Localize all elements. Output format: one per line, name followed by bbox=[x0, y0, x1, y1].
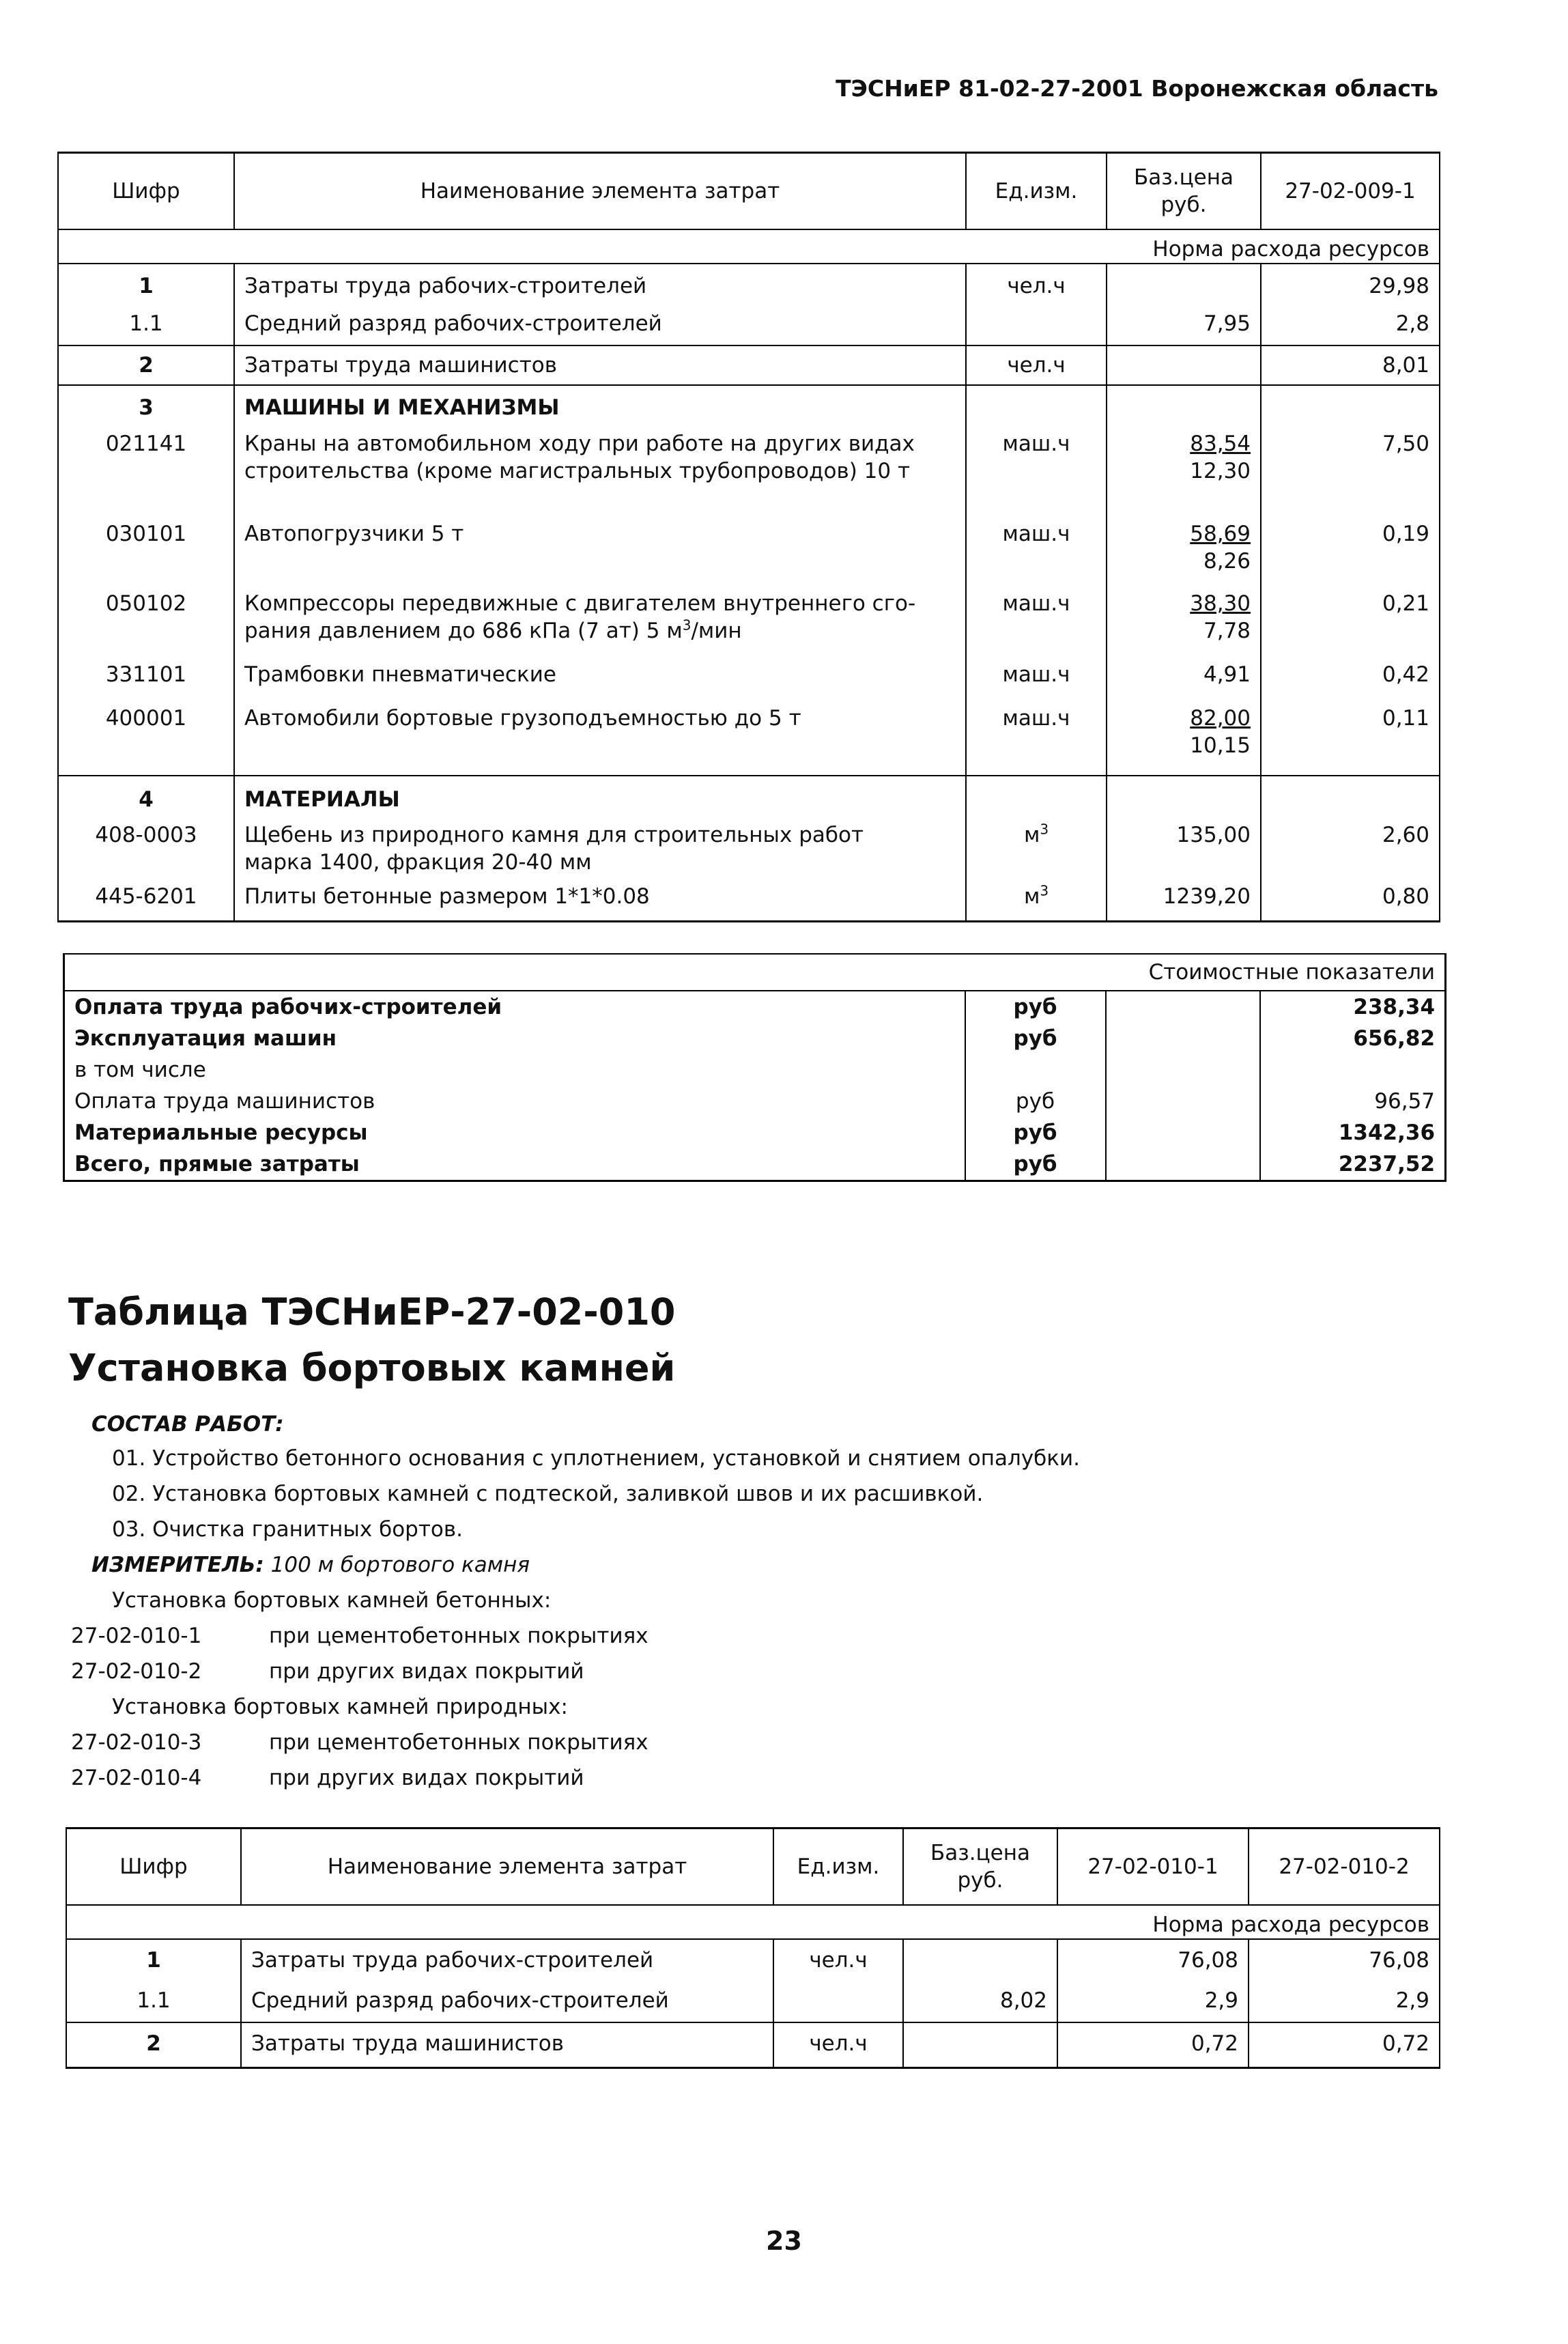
col-code: Шифр bbox=[58, 153, 234, 230]
row-name: Плиты бетонные размером 1*1*0.08 bbox=[234, 880, 966, 921]
row-name: Затраты труда рабочих-строителей bbox=[234, 264, 966, 305]
row-unit: чел.ч bbox=[966, 345, 1107, 385]
table-row bbox=[58, 880, 1440, 921]
row-norm-1: 0,72 bbox=[1057, 2022, 1249, 2067]
table-row bbox=[66, 2022, 1440, 2067]
row-name: МАТЕРИАЛЫ bbox=[234, 776, 966, 813]
group-heading: Установка бортовых камней природных: bbox=[112, 1695, 568, 1719]
row-unit: маш.ч bbox=[966, 589, 1107, 660]
cost-row-unit: руб bbox=[965, 1023, 1106, 1054]
price-total: 83,54 bbox=[1190, 432, 1251, 456]
row-name: Затраты труда машинистов bbox=[234, 345, 966, 385]
cost-row-label: Оплата труда рабочих-строителей bbox=[64, 991, 965, 1023]
row-unit: маш.ч bbox=[966, 660, 1107, 702]
row-name: Краны на автомобильном ходу при работе на других видах строительства (кроме магистральных трубопроводов) 10 т bbox=[234, 422, 966, 518]
cost-row-label: Материальные ресурсы bbox=[64, 1117, 965, 1148]
table-row bbox=[58, 702, 1440, 776]
row-price bbox=[903, 2022, 1057, 2067]
row-norm: 29,98 bbox=[1261, 264, 1440, 305]
cost-row-unit: руб bbox=[965, 1086, 1106, 1117]
item-code: 27-02-010-3 bbox=[71, 1730, 202, 1755]
group-heading: Установка бортовых камней бетонных: bbox=[112, 1588, 552, 1613]
row-name: МАШИНЫ И МЕХАНИЗМЫ bbox=[234, 385, 966, 422]
meter-value: 100 м бортового камня bbox=[270, 1553, 530, 1577]
row-code: 408-0003 bbox=[58, 813, 234, 880]
row-unit: маш.ч bbox=[966, 702, 1107, 776]
row-unit: маш.ч bbox=[966, 518, 1107, 589]
item-text: при других видах покрытий bbox=[269, 1766, 584, 1790]
norm-label: Норма расхода ресурсов bbox=[66, 1905, 1440, 1939]
row-code: 1 bbox=[58, 264, 234, 305]
table-header-row bbox=[58, 153, 1440, 230]
item-code: 27-02-010-2 bbox=[71, 1659, 202, 1684]
cost-row-unit: руб bbox=[965, 1117, 1106, 1148]
row-norm: 0,21 bbox=[1261, 589, 1440, 660]
row-code: 2 bbox=[58, 345, 234, 385]
cost-row-unit: руб bbox=[965, 1148, 1106, 1181]
row-norm: 7,50 bbox=[1261, 422, 1440, 518]
meter-line bbox=[91, 1547, 530, 1583]
col-norm-2: 27-02-010-2 bbox=[1249, 1828, 1440, 1906]
price-total: 38,30 bbox=[1190, 591, 1251, 616]
row-name: Средний разряд рабочих-строителей bbox=[241, 1980, 773, 2022]
cost-row bbox=[64, 1148, 1446, 1181]
table-row bbox=[58, 776, 1440, 813]
row-name: Компрессоры передвижные с двигателем внутреннего сго- рания давлением до 686 кПа (7 ат) 5 $м^3$/мин bbox=[234, 589, 966, 660]
row-name: Трамбовки пневматические bbox=[234, 660, 966, 702]
row-name: Щебень из природного камня для строительных работ марка 1400, фракция 20-40 мм bbox=[234, 813, 966, 880]
row-unit: $м^3$ bbox=[966, 880, 1107, 921]
cost-row-label: Оплата труда машинистов bbox=[64, 1086, 965, 1117]
cost-row-value: 656,82 bbox=[1260, 1023, 1446, 1054]
row-code: 2 bbox=[66, 2022, 241, 2067]
col-price: Баз.цена руб. bbox=[903, 1828, 1057, 1906]
price-wage: 12,30 bbox=[1190, 459, 1251, 483]
row-code: 331101 bbox=[58, 660, 234, 702]
table-row bbox=[66, 1939, 1440, 1980]
price-total: 82,00 bbox=[1190, 706, 1251, 731]
table-row bbox=[58, 660, 1440, 702]
col-code: Шифр bbox=[66, 1828, 241, 1906]
meter-label: ИЗМЕРИТЕЛЬ: bbox=[91, 1553, 264, 1577]
norm-label-row bbox=[58, 229, 1440, 264]
price-wage: 7,78 bbox=[1203, 619, 1251, 643]
row-code: 400001 bbox=[58, 702, 234, 776]
row-code: 3 bbox=[58, 385, 234, 422]
row-norm: 0,19 bbox=[1261, 518, 1440, 589]
page-number: 23 bbox=[766, 2226, 802, 2256]
row-name: Средний разряд рабочих-строителей bbox=[234, 305, 966, 345]
work-item: 03. Очистка гранитных бортов. bbox=[112, 1517, 463, 1542]
row-norm-2: 76,08 bbox=[1249, 1939, 1440, 1980]
cost-row-value: 238,34 bbox=[1260, 991, 1446, 1023]
work-item: 02. Установка бортовых камней с подтеской, заливкой швов и их расшивкой. bbox=[112, 1482, 984, 1506]
cost-row-value: 96,57 bbox=[1260, 1086, 1446, 1117]
cost-row-unit: руб bbox=[965, 991, 1106, 1023]
row-code: 1.1 bbox=[66, 1980, 241, 2022]
works-heading: СОСТАВ РАБОТ: bbox=[91, 1412, 284, 1437]
resource-table-27-02-010 bbox=[66, 1827, 1440, 2069]
table-row bbox=[58, 305, 1440, 345]
col-norm: 27-02-009-1 bbox=[1261, 153, 1440, 230]
row-norm: 0,80 bbox=[1261, 880, 1440, 921]
row-price bbox=[1107, 702, 1261, 776]
item-text: при цементобетонных покрытиях bbox=[269, 1730, 648, 1755]
table-row bbox=[58, 264, 1440, 305]
table-row bbox=[58, 345, 1440, 385]
row-price bbox=[1107, 589, 1261, 660]
table-title: Таблица ТЭСНиЕР-27-02-010 bbox=[68, 1290, 676, 1333]
row-norm: 0,11 bbox=[1261, 702, 1440, 776]
norm-label: Норма расхода ресурсов bbox=[58, 229, 1440, 264]
row-name: Затраты труда рабочих-строителей bbox=[241, 1939, 773, 1980]
item-code: 27-02-010-1 bbox=[71, 1624, 202, 1648]
col-unit: Ед.изм. bbox=[966, 153, 1107, 230]
row-unit: $м^3$ bbox=[966, 813, 1107, 880]
row-price: 8,02 bbox=[903, 1980, 1057, 2022]
price-total: 58,69 bbox=[1190, 522, 1251, 546]
row-name: Затраты труда машинистов bbox=[241, 2022, 773, 2067]
col-name: Наименование элемента затрат bbox=[241, 1828, 773, 1906]
row-price: 4,91 bbox=[1107, 660, 1261, 702]
table-row bbox=[58, 422, 1440, 518]
table-row bbox=[58, 813, 1440, 880]
row-unit bbox=[966, 305, 1107, 345]
row-unit: чел.ч bbox=[773, 1939, 903, 1980]
cost-row bbox=[64, 1086, 1446, 1117]
row-code: 1 bbox=[66, 1939, 241, 1980]
row-price bbox=[1107, 422, 1261, 518]
row-price bbox=[1107, 518, 1261, 589]
cost-row bbox=[64, 1054, 1446, 1086]
cost-row bbox=[64, 1023, 1446, 1054]
cost-row-value: 2237,52 bbox=[1260, 1148, 1446, 1181]
norm-label-row bbox=[66, 1905, 1440, 1939]
row-price: 7,95 bbox=[1107, 305, 1261, 345]
cost-row bbox=[64, 991, 1446, 1023]
cost-row-label: Всего, прямые затраты bbox=[64, 1148, 965, 1181]
table-header-row bbox=[66, 1828, 1440, 1906]
cost-label: Стоимостные показатели bbox=[64, 954, 1446, 991]
row-norm-2: 0,72 bbox=[1249, 2022, 1440, 2067]
row-unit: чел.ч bbox=[773, 2022, 903, 2067]
resource-table-27-02-009 bbox=[57, 152, 1440, 922]
row-norm: 2,8 bbox=[1261, 305, 1440, 345]
cost-row-label: Эксплуатация машин bbox=[64, 1023, 965, 1054]
cost-row bbox=[64, 1117, 1446, 1148]
row-norm: 2,60 bbox=[1261, 813, 1440, 880]
row-norm-1: 76,08 bbox=[1057, 1939, 1249, 1980]
cost-row-value: 1342,36 bbox=[1260, 1117, 1446, 1148]
row-price bbox=[1107, 264, 1261, 305]
row-price: 135,00 bbox=[1107, 813, 1261, 880]
col-unit: Ед.изм. bbox=[773, 1828, 903, 1906]
row-unit: маш.ч bbox=[966, 422, 1107, 518]
row-code: 030101 bbox=[58, 518, 234, 589]
row-unit bbox=[773, 1980, 903, 2022]
item-text: при цементобетонных покрытиях bbox=[269, 1624, 648, 1648]
row-unit: чел.ч bbox=[966, 264, 1107, 305]
cost-label-row bbox=[64, 954, 1446, 991]
row-code: 1.1 bbox=[58, 305, 234, 345]
row-code: 445-6201 bbox=[58, 880, 234, 921]
item-code: 27-02-010-4 bbox=[71, 1766, 202, 1790]
item-text: при других видах покрытий bbox=[269, 1659, 584, 1684]
row-code: 050102 bbox=[58, 589, 234, 660]
table-row bbox=[58, 518, 1440, 589]
row-norm: 0,42 bbox=[1261, 660, 1440, 702]
row-norm-2: 2,9 bbox=[1249, 1980, 1440, 2022]
work-item: 01. Устройство бетонного основания с уплотнением, установкой и снятием опалубки. bbox=[112, 1446, 1081, 1471]
price-wage: 8,26 bbox=[1203, 549, 1251, 574]
col-price: Баз.цена руб. bbox=[1107, 153, 1261, 230]
row-price bbox=[903, 1939, 1057, 1980]
row-norm: 8,01 bbox=[1261, 345, 1440, 385]
row-name: Автопогрузчики 5 т bbox=[234, 518, 966, 589]
col-name: Наименование элемента затрат bbox=[234, 153, 966, 230]
table-row bbox=[58, 385, 1440, 422]
table-row bbox=[66, 1980, 1440, 2022]
row-name: Автомобили бортовые грузоподъемностью до 5 т bbox=[234, 702, 966, 776]
row-price: 1239,20 bbox=[1107, 880, 1261, 921]
price-wage: 10,15 bbox=[1190, 733, 1251, 758]
row-code: 021141 bbox=[58, 422, 234, 518]
row-code: 4 bbox=[58, 776, 234, 813]
section-title: Установка бортовых камней bbox=[68, 1346, 676, 1389]
row-norm-1: 2,9 bbox=[1057, 1980, 1249, 2022]
cost-row-label: в том числе bbox=[64, 1054, 965, 1086]
col-norm-1: 27-02-010-1 bbox=[1057, 1828, 1249, 1906]
row-price bbox=[1107, 345, 1261, 385]
cost-summary-table bbox=[63, 953, 1446, 1182]
table-row bbox=[58, 589, 1440, 660]
page-header: ТЭСНиЕР 81-02-27-2001 Воронежская область bbox=[836, 75, 1438, 102]
